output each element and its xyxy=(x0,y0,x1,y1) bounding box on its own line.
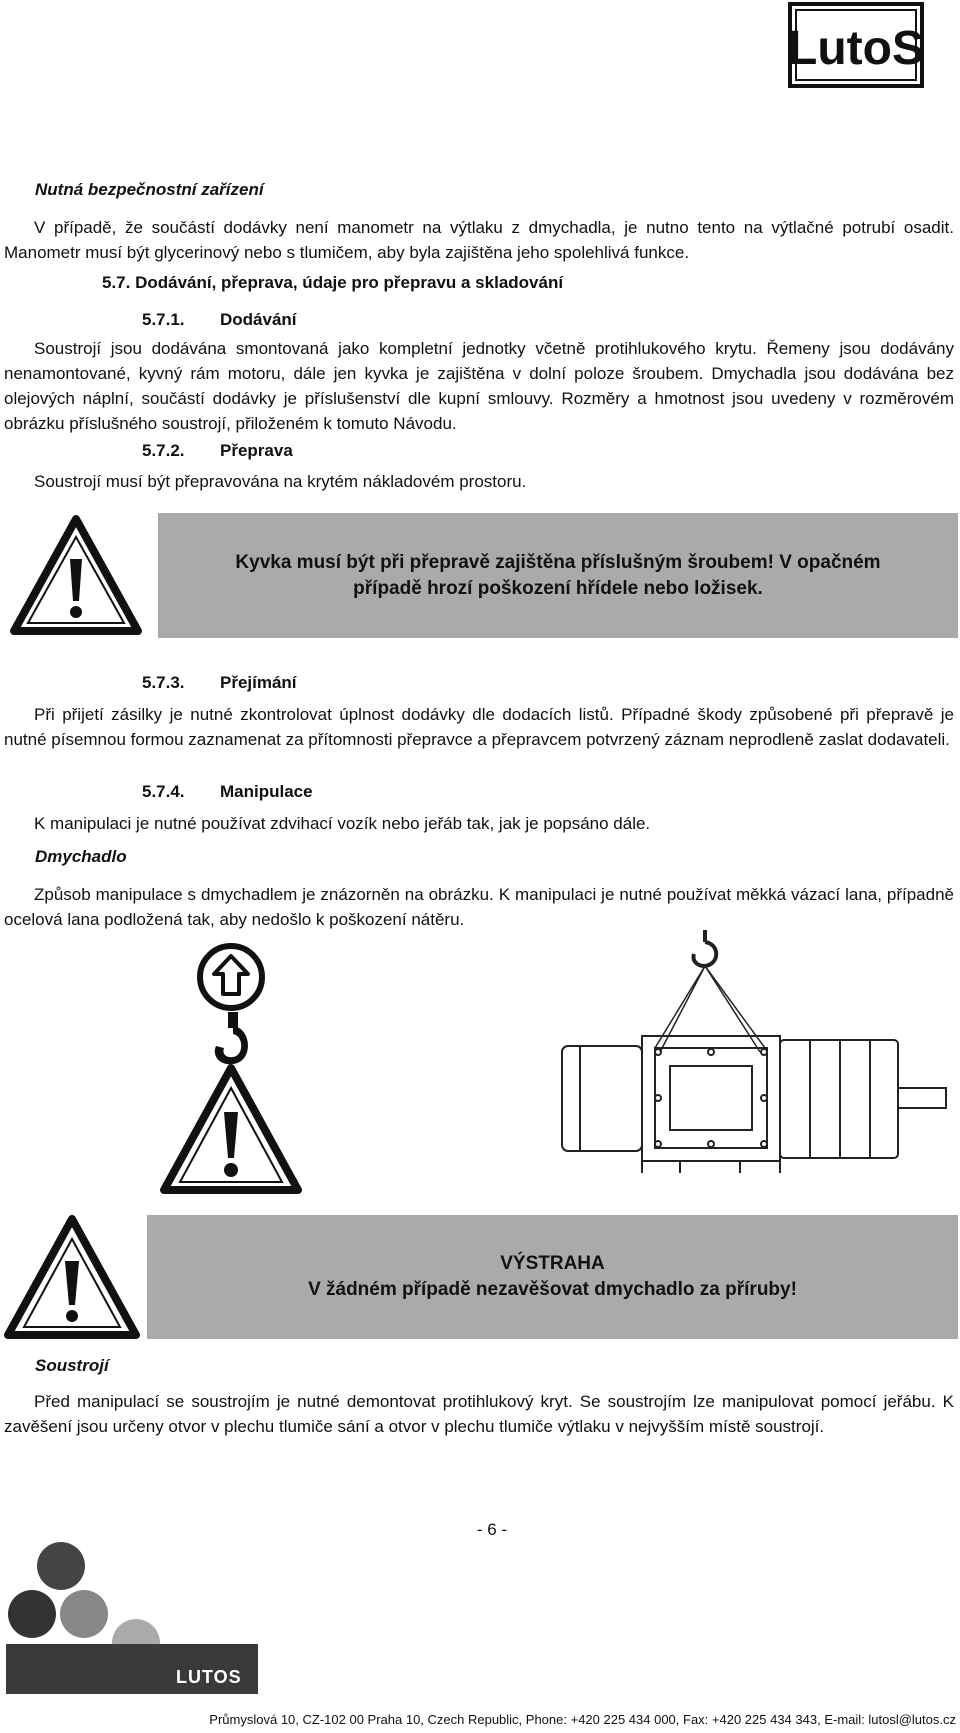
warning-heading: VÝSTRAHA xyxy=(500,1253,605,1274)
svg-text:LutoS: LutoS xyxy=(788,22,924,75)
acceptance-text: Při přijetí zásilky je nutné zkontrolovat úplnost dodávky dle dodacích listů. Případné škody způsobené při přepravě je nutné písemnou formou zaznamenat za přítomnosti přepravce a přepravcem potvrzený záznam neprodleně zaslat dodavateli. xyxy=(4,705,954,749)
heading-title: Dodávání xyxy=(220,310,297,329)
crane-hook-icon xyxy=(208,1012,258,1070)
footer-address: Průmyslová 10, CZ-102 00 Praha 10, Czech Republic, Phone: +420 225 434 000, Fax: +420 225 434 343, E-mail: lutosl@lutos.cz xyxy=(209,1712,956,1727)
warning-triangle-icon xyxy=(4,1215,140,1339)
heading-5-7-4 xyxy=(142,782,313,802)
heading-5-7-3 xyxy=(142,673,297,693)
heading-title: Manipulace xyxy=(220,782,313,801)
heading-5-7-1 xyxy=(142,310,297,330)
heading-number: 5.7.1. xyxy=(142,310,185,329)
blower-text: Způsob manipulace s dmychadlem je znázorněn na obrázku. K manipulaci je nutné používat měkká vázací lana, případně ocelová lana podložená tak, aby nedošlo k poškození nátěru. xyxy=(4,885,954,929)
warning-line: Kyvka musí být při přepravě zajištěna příslušným šroubem! V opačném xyxy=(235,551,881,573)
transport-text: Soustrojí musí být přepravována na krytém nákladovém prostoru. xyxy=(34,472,527,491)
warning-triangle-icon xyxy=(10,515,142,635)
hanging-warning-box xyxy=(147,1215,958,1339)
blower-drawing xyxy=(560,928,950,1183)
handling-text: K manipulaci je nutné používat zdvihací vozík nebo jeřáb tak, jak je popsáno dále. xyxy=(34,814,651,833)
blower-title: Dmychadlo xyxy=(35,847,127,866)
warning-line: V žádném případě nezavěšovat dmychadlo za příruby! xyxy=(308,1279,797,1300)
warning-triangle-icon xyxy=(160,1064,302,1194)
unit-text: Před manipulací se soustrojím je nutné demontovat protihlukový kryt. Se soustrojím lze manipulovat pomocí jeřábu. K zavěšení jsou určeny otvor v plechu tlumiče sání a otvor v plechu tlumiče výtlaku v nejvyšším místě soustrojí. xyxy=(4,1392,954,1436)
heading-title: Přejímání xyxy=(220,673,297,692)
heading-number: 5.7.2. xyxy=(142,441,185,460)
delivery-text: Soustrojí jsou dodávána smontovaná jako kompletní jednotky včetně protihlukového krytu. Řemeny jsou dodávány nenamontované, kyvný rám motoru, dále jen kyvka je zajištěna v dolní poloze šroubem. Dmychadla jsou dodávána bez olejových náplní, součástí dodávky je příslušenství dle kupní smlouvy. Rozměry a hmotnost jsou uvedeny v rozměrovém obrázku příslušného soustrojí, přiloženém k tomuto Návodu. xyxy=(4,339,954,433)
heading-5-7-2 xyxy=(142,441,293,461)
company-logo xyxy=(788,2,924,88)
heading-title: Přeprava xyxy=(220,441,293,460)
heading-5-7: 5.7. Dodávání, přeprava, údaje pro přepravu a skladování xyxy=(102,273,564,292)
safety-text: V případě, že součástí dodávky není manometr na výtlaku z dmychadla, je nutno tento na výtlačné potrubí osadit. Manometr musí být glycerinový nebo s tlumičem, aby byla zajištěna jeho spolehlivá funkce. xyxy=(4,218,954,262)
page-number: - 6 - xyxy=(476,1520,508,1539)
heading-number: 5.7.4. xyxy=(142,782,185,801)
warning-line: případě hrozí poškození hřídele nebo ložisek. xyxy=(353,577,763,599)
unit-title: Soustrojí xyxy=(35,1356,109,1375)
lift-up-icon xyxy=(196,942,266,1012)
heading-number: 5.7.3. xyxy=(142,673,185,692)
transport-warning-box xyxy=(158,513,958,638)
safety-title: Nutná bezpečnostní zařízení xyxy=(35,180,264,199)
brand-name: LUTOS xyxy=(176,1667,242,1687)
